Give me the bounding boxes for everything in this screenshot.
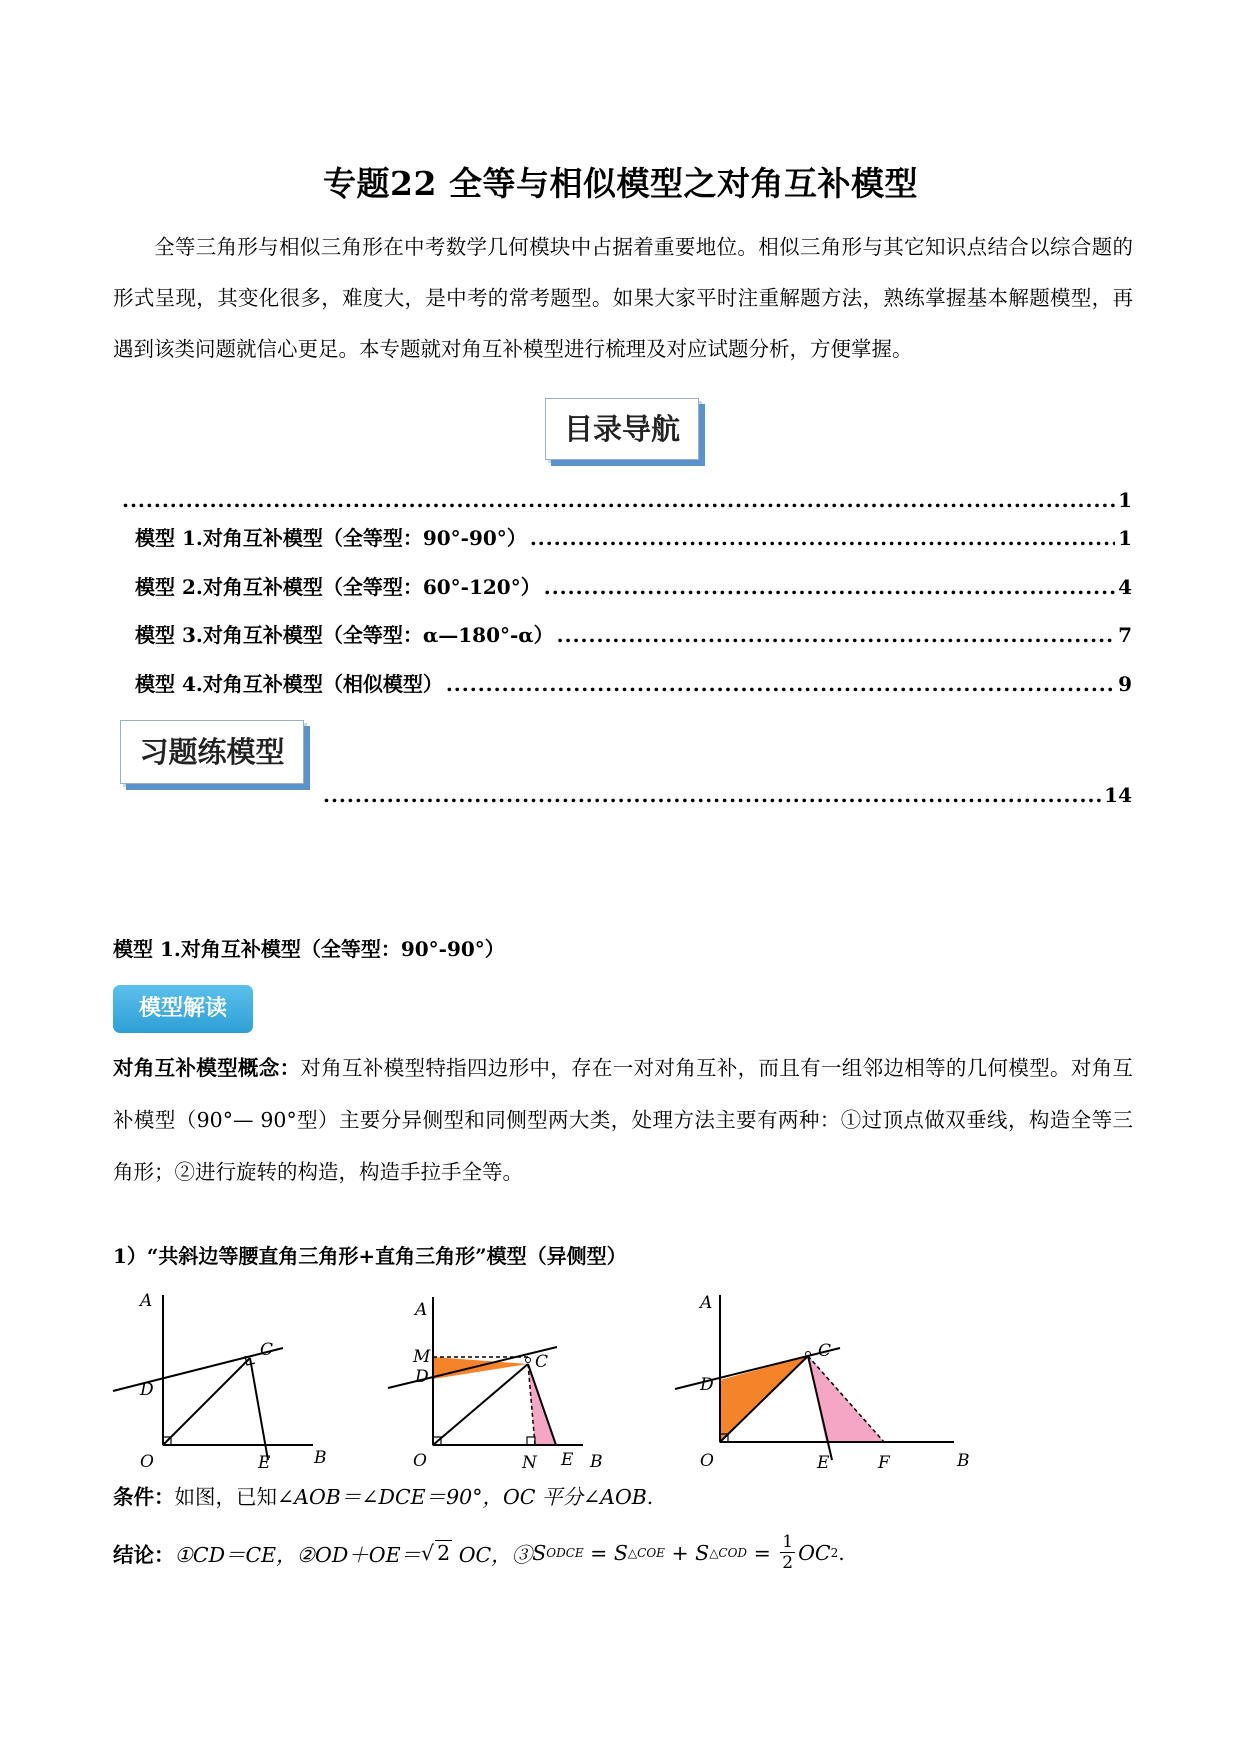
- toc-page-number: 9: [1118, 672, 1132, 696]
- intro-paragraph: 全等三角形与相似三角形在中考数学几何模块中占据着重要地位。相似三角形与其它知识点结合以综合题的形式呈现，其变化很多，难度大，是中考的常考题型。如果大家平时注重解题方法，熟练掌握基本解题模型，再遇到该类问题就信心更足。本专题就对角互补模型进行梳理及对应试题分析，方便掌握。: [113, 235, 1133, 361]
- figure-label: B: [957, 1451, 970, 1471]
- toc-dot-leader: [544, 575, 1115, 599]
- figure-label: C: [535, 1352, 549, 1372]
- concept-label: 对角互补模型概念：: [113, 1056, 301, 1080]
- figure-label: B: [590, 1452, 603, 1472]
- figure-2: [385, 1292, 625, 1472]
- figure-label: B: [314, 1448, 327, 1468]
- toc-dot-leader: [446, 672, 1115, 696]
- conclusion-part1: ①CD＝CE，②OD＋OE＝: [174, 1542, 422, 1567]
- area-symbol: S: [613, 1540, 628, 1565]
- figure-label: A: [700, 1293, 713, 1313]
- fraction: [780, 1532, 795, 1573]
- toc-item-label: 模型 4.对角互补模型（相似模型）: [135, 672, 443, 696]
- sub-heading: 1）“共斜边等腰直角三角形+直角三角形”模型（异侧型）: [113, 1244, 627, 1268]
- concept-text: 对角互补模型特指四边形中，存在一对对角互补，而且有一组邻边相等的几何模型。对角互补模型（90°— 90°型）主要分异侧型和同侧型两大类，处理方法主要有两种：①过顶点做双垂线，构造全等三角形；②进行旋转的构造，构造手拉手全等。: [113, 1056, 1133, 1184]
- oc-term: OC: [798, 1540, 831, 1565]
- figure-label: E: [817, 1453, 830, 1473]
- figure-label: A: [415, 1300, 428, 1320]
- toc-page-number: 7: [1118, 623, 1132, 647]
- toc-dot-leader: [530, 526, 1115, 550]
- figure-label: D: [140, 1380, 154, 1400]
- plus-sign: +: [664, 1540, 696, 1565]
- figure-label: M: [413, 1347, 431, 1367]
- condition-math: ∠AOB＝∠DCE＝90°，OC 平分∠AOB.: [277, 1485, 654, 1509]
- area-symbol: S: [532, 1540, 547, 1565]
- area-subscript: ODCE: [546, 1545, 584, 1560]
- toc-dot-leader: [557, 623, 1115, 647]
- toc-item-model1[interactable]: [135, 522, 1132, 551]
- exercise-badge: 习题练模型: [120, 720, 304, 784]
- toc-item-model2[interactable]: [135, 571, 1132, 600]
- figure-label: C: [260, 1340, 274, 1360]
- fraction-numerator: 1: [782, 1532, 794, 1552]
- figure-3: [672, 1290, 982, 1473]
- toc-item-model3[interactable]: [135, 619, 1132, 648]
- toc-item-label: 模型 3.对角互补模型（全等型：α—180°-α）: [135, 623, 554, 647]
- end-period: .: [838, 1540, 845, 1565]
- sqrt-symbol: √: [421, 1540, 435, 1565]
- figure-label: F: [878, 1453, 890, 1473]
- toc-item-label: 模型 2.对角互补模型（全等型：60°-120°）: [135, 575, 541, 599]
- equals-sign: =: [747, 1540, 778, 1565]
- toc-item-label: 模型 1.对角互补模型（全等型：90°-90°）: [135, 526, 527, 550]
- toc-item-model4[interactable]: [135, 668, 1132, 697]
- equals-sign: =: [583, 1540, 614, 1565]
- figure-label: O: [700, 1451, 714, 1471]
- figure-label: E: [258, 1453, 271, 1473]
- page-title: 专题22 全等与相似模型之对角互补模型: [323, 164, 918, 203]
- toc-dot-leader: [122, 488, 1115, 512]
- sqrt-radicand: 2: [437, 1541, 451, 1565]
- concept-paragraph: [113, 1042, 1133, 1198]
- condition-text-pre: 如图，已知: [174, 1485, 277, 1509]
- fraction-denominator: 2: [782, 1553, 794, 1573]
- conclusion-part2: OC，③: [452, 1542, 533, 1567]
- figure-label: E: [561, 1450, 574, 1470]
- figure-1: [108, 1290, 338, 1473]
- condition-line: [113, 1480, 653, 1510]
- toc-first-line[interactable]: [119, 488, 1132, 512]
- toc-page-number: 1: [1118, 526, 1132, 550]
- figure-label: O: [140, 1452, 154, 1472]
- conclusion-label: 结论：: [113, 1542, 175, 1567]
- toc-dot-leader: [323, 783, 1101, 807]
- figure-label: A: [140, 1291, 153, 1311]
- area-symbol: S: [695, 1540, 710, 1565]
- section-heading: 模型 1.对角互补模型（全等型：90°-90°）: [113, 937, 505, 961]
- figure-label: D: [700, 1375, 714, 1395]
- figure-label: O: [413, 1451, 427, 1471]
- figure-label: C: [818, 1341, 832, 1361]
- model-interpretation-badge: 模型解读: [113, 985, 253, 1033]
- oc-exponent: 2: [830, 1545, 839, 1560]
- toc-badge: 目录导航: [545, 398, 699, 460]
- figure-label: D: [415, 1367, 429, 1387]
- figure-label: N: [522, 1453, 537, 1473]
- toc-page-number: 1: [1118, 488, 1132, 512]
- toc-exercise-line[interactable]: [320, 783, 1132, 807]
- condition-label: 条件：: [113, 1485, 175, 1509]
- conclusion-line: [113, 1532, 845, 1573]
- area-subscript: △COE: [627, 1545, 665, 1560]
- toc-page-number: 4: [1118, 575, 1132, 599]
- area-subscript: △COD: [709, 1545, 748, 1560]
- toc-page-number: 14: [1104, 783, 1132, 807]
